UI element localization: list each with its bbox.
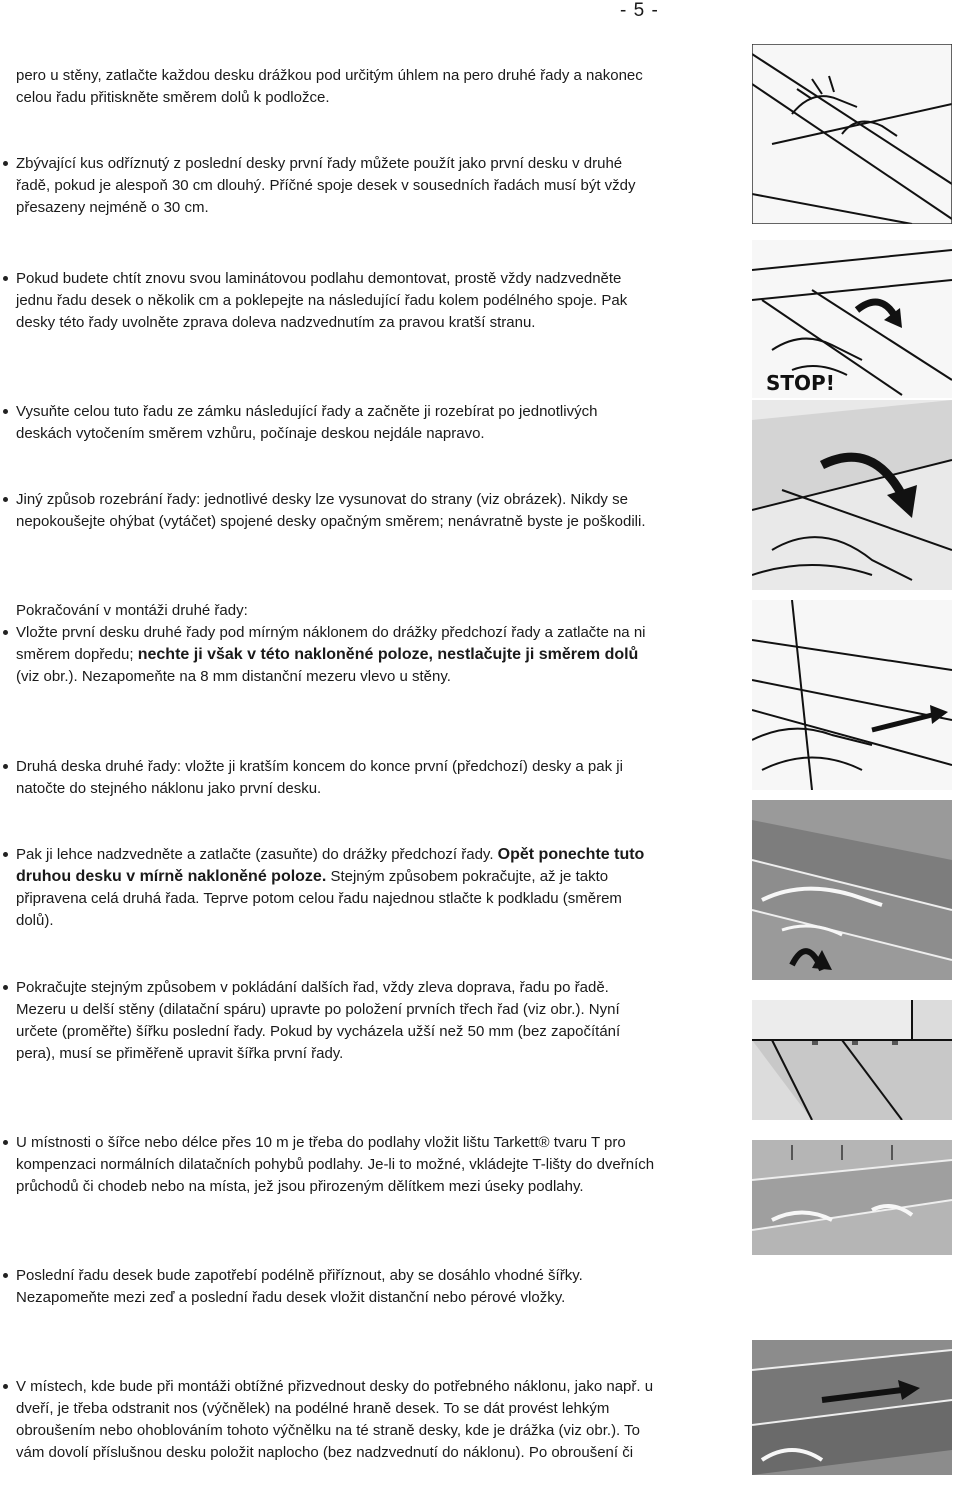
bullet-remaining-piece: Zbývající kus odříznutý z poslední desky první řady můžete použít jako první desku v druhé řadě, pokud je alespoň 30 cm dlouhý. Příčné spoje desek v sousedních řadách musí být vždy přesazeny nejméně o 30 cm. — [16, 153, 656, 219]
illustration-svg — [752, 240, 952, 398]
bullet-door-areas: V místech, kde bude při montáži obtížné přizvednout desky do potřebného náklonu, jako např. u dveří, je třeba odstranit nos (výčnělek) na podélné hraně desek. To se dát provést lehkým obroušením nebo ohoblováním tohoto výčnělku na té straně desky, kde je drážka (viz obr.). To vám dovolí příslušnou desku položit naplocho (bez nadzvednutí do náklonu). Po obroušení či — [16, 1376, 656, 1464]
emphasis-text: Opět ponechte tuto druhou desku v mírně nakloněné poloze. — [16, 846, 645, 885]
text: (viz obr.). Nezapomeňte na 8 mm distanční mezeru vlevo u stěny. — [16, 668, 451, 685]
illustration-svg — [752, 1000, 952, 1120]
bullet-t-profile: U místnosti o šířce nebo délce přes 10 m je třeba do podlahy vložit lištu Tarkett® tvaru T pro kompenzaci normálních dilatačních pohybů podlahy. Je-li to možné, vkládejte T-lišty do dveřních průchodů či chodeb nebo na místa, jež jsou přirozeným dělítkem mezi úseky podlahy. — [16, 1132, 656, 1198]
illustration-svg — [752, 1340, 952, 1475]
emphasis-text: nechte ji však v této nakloněné poloze, nestlačujte ji směrem dolů — [137, 646, 639, 663]
bullet-slide-row-out: Vysuňte celou tuto řadu ze zámku následující řady a začněte ji rozebírat po jednotlivých deskách vytočením směrem vzhůru, počínaje deskou nejdále napravo. — [16, 401, 656, 445]
figure-expansion-gap — [752, 1000, 952, 1120]
illustration-svg — [752, 44, 952, 224]
illustration-svg — [752, 600, 952, 790]
figure-press-boards-at-wall — [752, 44, 952, 224]
figure-slide-boards-sideways — [752, 400, 952, 590]
text: Pak ji lehce nadzvedněte a zatlačte (zasuňte) do drážky předchozí řady. — [16, 846, 498, 863]
illustration-svg — [752, 1140, 952, 1255]
illustration-svg — [752, 400, 952, 590]
section-heading-second-row: Pokračování v montáži druhé řady: — [16, 602, 248, 619]
figure-last-row-flat — [752, 1340, 952, 1475]
bullet-other-dismantle-method: Jiný způsob rozebrání řady: jednotlivé desky lze vysunovat do strany (viz obrázek). Nikdy se nepokoušejte ohýbat (vytáčet) spojené desky opačným směrem; nenávratně byste je poškodili. — [16, 489, 656, 533]
bullet-lift-and-push — [16, 844, 656, 932]
page-number: - 5 - — [620, 0, 659, 21]
bullet-first-board-second-row — [16, 622, 656, 688]
text: Stejným způsobem pokračujte, až je takto připravena celá druhá řada. Teprve potom celou řadu najednou stlačte k podkladu (směrem dolů). — [16, 868, 622, 929]
figure-t-profile-install — [752, 1140, 952, 1255]
bullet-second-board-second-row: Druhá deska druhé řady: vložte ji kratším koncem do konce první (předchozí) desky a pak ji natočte do stejného náklonu jako první desku. — [16, 756, 656, 800]
paragraph-install-first-row: pero u stěny, zatlačte každou desku drážkou pod určitým úhlem na pero druhé řady a nakonec celou řadu přitiskněte směrem dolů k podložce. — [16, 67, 643, 106]
text: Vložte první desku druhé řady pod mírným náklonem do drážky předchozí řady a zatlačte na ni směrem dopředu; — [16, 624, 646, 663]
figure-insert-angled-board — [752, 600, 952, 790]
stop-label: STOP! — [766, 371, 835, 395]
bullet-dismantle-floor: Pokud budete chtít znovu svou laminátovou podlahu demontovat, prostě vždy nadzvedněte jednu řadu desek o několik cm a poklepejte na následující řadu kolem podélného spoje. Pak desky této řady uvolněte zprava doleva nadzvednutím za pravou kratší stranu. — [16, 268, 656, 334]
figure-dismantle-stop — [752, 240, 952, 398]
figure-lift-second-board — [752, 800, 952, 980]
illustration-svg — [752, 800, 952, 980]
bullet-last-row: Poslední řadu desek bude zapotřebí podélně přiříznout, aby se dosáhlo vhodné šířky. Nezapomeňte mezi zeď a poslední řadu desek vložit distanční nebo pérové vložky. — [16, 1265, 656, 1309]
bullet-continue-rows: Pokračujte stejným způsobem v pokládání dalších řad, vždy zleva doprava, řadu po řadě. Mezeru u delší stěny (dilatační spáru) upravte po položení prvních třech řad (viz obr.). Nyní určete (proměřte) šířku poslední řady. Pokud by vycházela užší než 50 mm (bez započítání pera), musí se přiměřeně upravit šířka první řady. — [16, 977, 656, 1065]
